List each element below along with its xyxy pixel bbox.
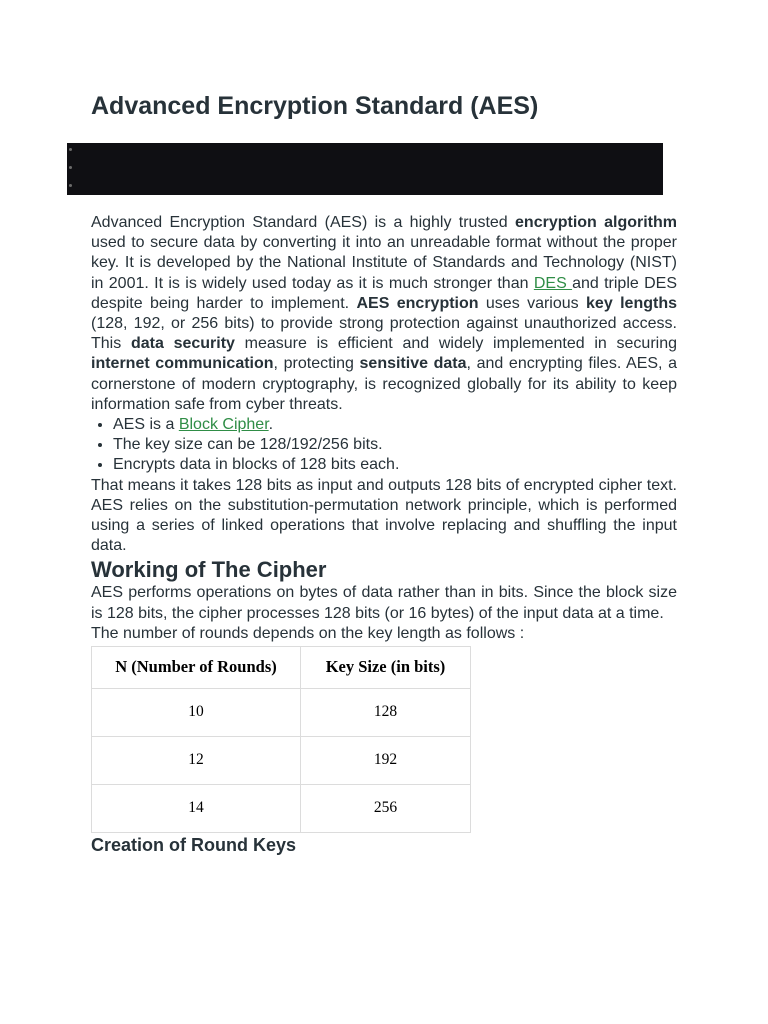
page-title: Advanced Encryption Standard (AES) (91, 92, 539, 120)
bullet-dot (69, 184, 72, 187)
term-sensitive-data: sensitive data (359, 355, 467, 373)
intro-paragraph: Advanced Encryption Standard (AES) is a highly trusted encryption algorithm used to secure data by converting it into an unreadable format without the proper key. It is developed by the National Institute of Standards and Technology (NIST) in 2001. It is is widely used today as it is much stronger than DES and triple DES despite being harder to implement. AES encryption uses various key lengths (128, 192, or 256 bits) to provide strong protection against unauthorized access. This data security measure is efficient and widely implemented in securing internet communication, protecting sensitive data, and encrypting files. AES, a cornerstone of modern cryptography, is recognized globally for its ability to keep information safe from cyber threats. (91, 214, 678, 413)
link-block-cipher[interactable]: Block Cipher (178, 416, 269, 434)
table-row (92, 785, 471, 833)
list-item: • The key size can be 128/192/256 bits. (113, 435, 677, 455)
article-body (91, 213, 677, 855)
bullet-dot (69, 166, 72, 169)
section-heading: Working of The Cipher (91, 557, 327, 583)
feature-list (91, 415, 677, 476)
term-key-lengths: key lengths (586, 294, 677, 312)
explanation-paragraph: That means it takes 128 bits as input and outputs 128 bits of encrypted cipher text. AES relies on the substitution-permutation network principle, which is performed using a series of linked operations that involve replacing and shuffling the input data. (91, 476, 677, 555)
embedded-media-placeholder (67, 143, 663, 195)
cell-rounds: 12 (92, 737, 301, 785)
cell-key-size: 256 (301, 785, 471, 833)
cell-key-size: 192 (301, 737, 471, 785)
table-row (92, 689, 471, 737)
cell-rounds: 14 (92, 785, 301, 833)
term-encryption-algorithm: encryption algorithm (515, 214, 678, 231)
term-data-security: data security (130, 335, 235, 353)
cipher-paragraph: AES performs operations on bytes of data rather than in bits. Since the block size is 128 bits, the cipher processes 128 bits (or 16 bytes) of the input data at a time. (91, 584, 677, 622)
list-item: • AES is a Block Cipher. (113, 415, 677, 435)
header-key-size: Key Size (in bits) (301, 647, 471, 689)
list-item: • Encrypts data in blocks of 128 bits each. (113, 455, 677, 475)
link-des[interactable]: DES (533, 274, 573, 292)
term-internet-communication: internet communication (91, 355, 274, 373)
table-header-row (92, 647, 471, 689)
rounds-table (91, 646, 471, 833)
rounds-intro: The number of rounds depends on the key length as follows : (91, 624, 525, 642)
table-row (92, 737, 471, 785)
cell-rounds: 10 (92, 689, 301, 737)
header-rounds: N (Number of Rounds) (92, 647, 301, 689)
cell-key-size: 128 (301, 689, 471, 737)
term-aes-encryption: AES encryption (356, 294, 479, 312)
bullet-dot (69, 148, 72, 151)
sub-heading: Creation of Round Keys (91, 835, 297, 856)
